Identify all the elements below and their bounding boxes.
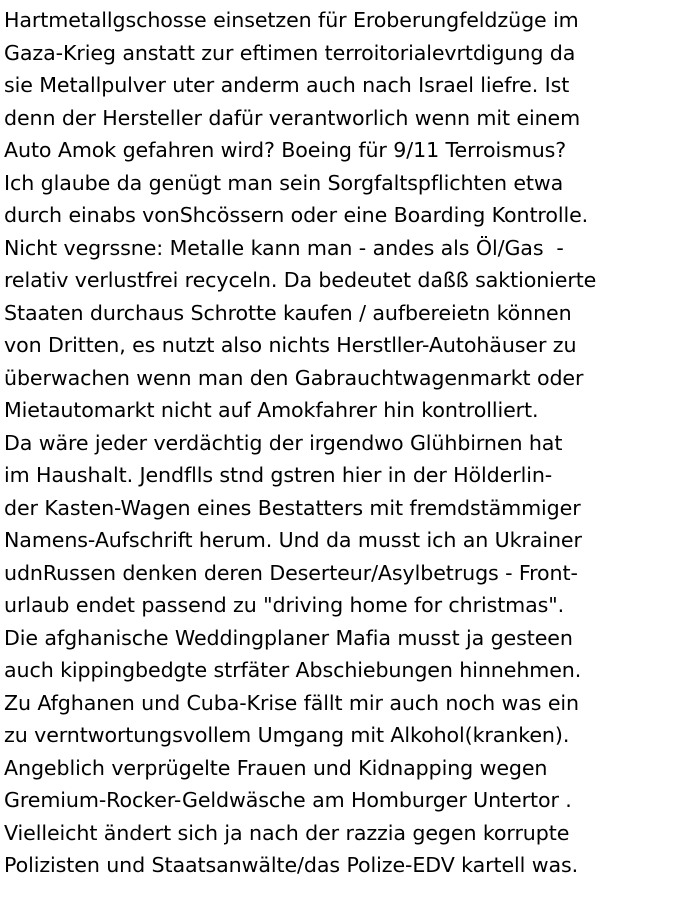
text-line: Gremium-Rocker-Geldwäsche am Homburger Untertor . bbox=[4, 788, 572, 812]
text-line: durch einabs vonShcössern oder eine Boarding Kontrolle. bbox=[4, 203, 589, 227]
text-line: überwachen wenn man den Gabrauchtwagenmarkt oder bbox=[4, 365, 584, 390]
text-line: von Dritten, es nutzt also nichts Herstller-Autohäuser zu bbox=[4, 333, 577, 357]
text-line: Da wäre jeder verdächtig der irgendwo Glühbirnen hat bbox=[4, 430, 563, 455]
text-line: sie Metallpulver uter anderm auch nach Israel liefre. Ist bbox=[4, 73, 570, 97]
text-line: Namens-Aufschrift herum. Und da musst ich an Ukrainer bbox=[4, 528, 582, 552]
text-line: Die afghanische Weddingplaner Mafia musst ja gesteen bbox=[4, 625, 573, 650]
text-line: Staaten durchaus Schrotte kaufen / aufbereietn können bbox=[4, 300, 572, 325]
text-line: Angeblich verprügelte Frauen und Kidnapping wegen bbox=[4, 755, 548, 780]
text-line: Polizisten und Staatsanwälte/das Polize-EDV kartell was. bbox=[4, 853, 579, 877]
text-line: Vielleicht ändert sich ja nach der razzia gegen korrupte bbox=[4, 820, 570, 845]
text-line: Zu Afghanen und Cuba-Krise fällt mir auch noch was ein bbox=[4, 690, 579, 715]
text-line: zu verntwortungsvollem Umgang mit Alkohol(kranken). bbox=[4, 723, 570, 747]
text-line: Hartmetallgschosse einsetzen für Eroberungfeldzüge im bbox=[4, 8, 579, 32]
text-line: Ich glaube da genügt man sein Sorgfaltspflichten etwa bbox=[4, 170, 564, 195]
text-line: denn der Hersteller dafür verantworlich wenn mit einem bbox=[4, 105, 581, 130]
text-line: relativ verlustfrei recyceln. Da bedeutet daßß saktionierte bbox=[4, 268, 597, 292]
text-line: urlaub endet passend zu "driving home for christmas". bbox=[4, 593, 565, 617]
text-line: Auto Amok gefahren wird? Boeing für 9/11 Terroismus? bbox=[4, 138, 567, 162]
text-line: Gaza-Krieg anstatt zur eftimen terroitorialevrtdigung da bbox=[4, 40, 576, 65]
text-line: udnRussen denken deren Deserteur/Asylbetrugs - Front- bbox=[4, 560, 578, 585]
text-line: im Haushalt. Jendflls stnd gstren hier in der Hölderlin- bbox=[4, 463, 553, 487]
text-line: auch kippingbedgte strfäter Abschiebungen hinnehmen. bbox=[4, 658, 582, 682]
text-line: Nicht vegrssne: Metalle kann man - andes als Öl/Gas - bbox=[4, 235, 564, 260]
text-line: der Kasten-Wagen eines Bestatters mit fremdstämmiger bbox=[4, 495, 581, 520]
text-line: Mietautomarkt nicht auf Amokfahrer hin kontrolliert. bbox=[4, 398, 539, 422]
